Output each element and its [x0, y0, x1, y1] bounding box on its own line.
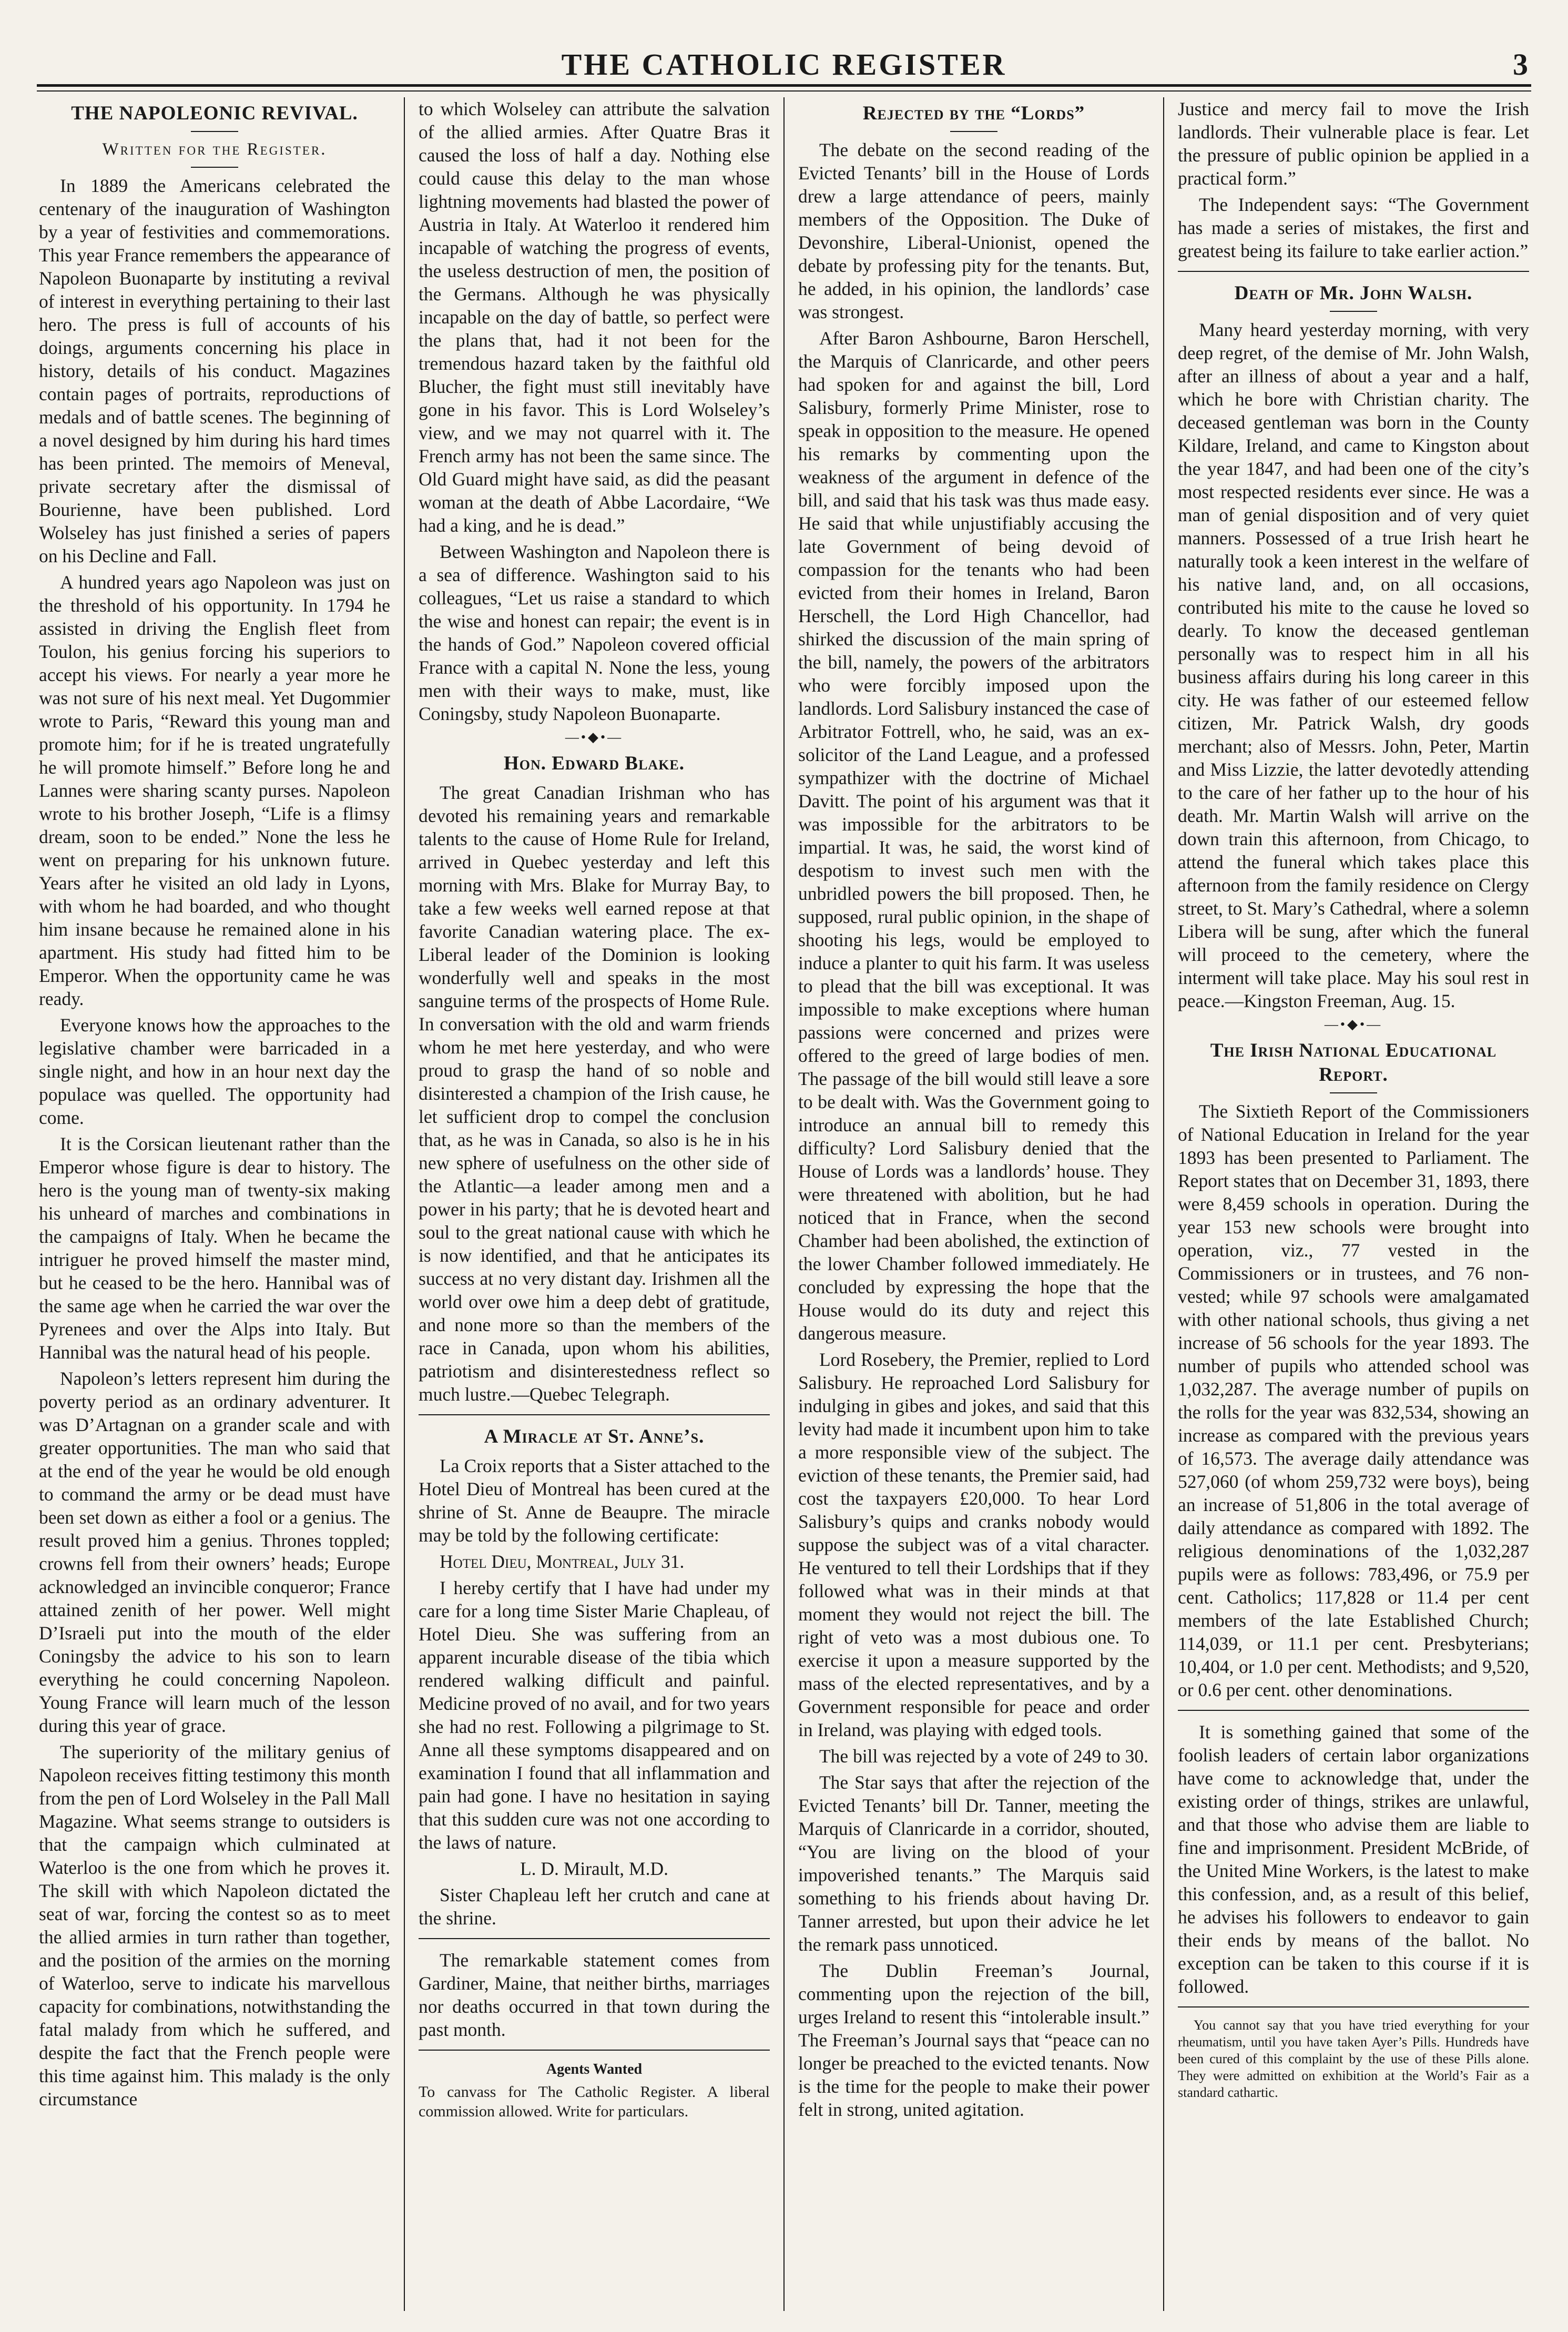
- column-1: [37, 97, 405, 2311]
- lords-paragraph: Lord Rosebery, the Premier, replied to Lord Salisbury. He reproached Lord Salisbury for indulging in gibes and jokes, and said that this levity had made it incumbent upon him to take a more responsible view of the subject. The eviction of these tenants, the Premier said, had cost the taxpayers £20,000. To hear Lord Salisbury’s quips and cranks nobody would suppose the subject was of a vital character. He ventured to tell their Lordships that if they followed what was in their minds at that moment they would not reject the bill. The right of veto was a most dubious one. To exercise it upon a measure supported by the mass of the elected representatives, and by a Government responsible for peace and order in Ireland, was playing with edged tools.: [798, 1349, 1149, 1740]
- miracle-title: A Miracle at St. Anne’s.: [484, 1426, 705, 1447]
- newspaper-title: THE CATHOLIC REGISTER: [561, 47, 1007, 82]
- miracle-dateline: Hotel Dieu, Montreal, July 31.: [440, 1551, 685, 1572]
- napoleonic-paragraph: Between Washington and Napoleon there is a sea of difference. Washington said to his colleagues, “Let us raise a standard to which the wise and honest can repair; the event is in the hands of God.” Napoleon covered official France with a capital N. None the less, young men with their ways to make, must, like Coningsby, study Napoleon Buonaparte.: [419, 541, 770, 724]
- byline-rule: [191, 167, 238, 168]
- napoleonic-paragraph: Everyone knows how the approaches to the legislative chamber were barricaded in a single night, and how in an hour next day the populace was quelled. The opportunity had come.: [39, 1015, 390, 1128]
- title-rule: [1330, 311, 1377, 312]
- napoleonic-title: THE NAPOLEONIC REVIVAL.: [71, 103, 358, 124]
- miracle-intro: La Croix reports that a Sister attached to the Hotel Dieu of Montreal has been cured at the shrine of St. Anne de Beaupre. The miracle may be told by the following certificate:: [419, 1455, 770, 1546]
- ornament-separator: —•◆•—: [565, 729, 624, 745]
- column-rule: [419, 1414, 770, 1415]
- masthead-rule: [37, 90, 1531, 92]
- lords-title: Rejected by the “Lords”: [862, 103, 1085, 124]
- column-3: [785, 97, 1164, 2311]
- gardiner-note: The remarkable statement comes from Gardiner, Maine, that neither births, marriages nor deaths occurred in that town during the past month.: [419, 1950, 770, 2040]
- education-title: The Irish National Educational Report.: [1210, 1040, 1497, 1086]
- ayer-advertisement: [1178, 2017, 1529, 2101]
- agents-title: Agents Wanted: [546, 2061, 643, 2077]
- walsh-title: Death of Mr. John Walsh.: [1234, 282, 1473, 304]
- lords-paragraph: The debate on the second reading of the Evicted Tenants’ bill in the House of Lords drew a large attendance of peers, mainly members of the Opposition. The Duke of Devonshire, Liberal-Unionist, opened the debate by professing pity for the tenants. But, he added, in his opinion, the landlords’ case was strongest.: [798, 139, 1149, 322]
- lords-paragraph: The Dublin Freeman’s Journal, commenting upon the rejection of the bill, urges Ireland to resent this “intolerable insult.” The Freeman’s Journal says that “peace can no longer be preached to the evicted tenants. Now is the time for the people to make their power felt in strong, united agitation.: [798, 1960, 1149, 2120]
- labor-paragraph: It is something gained that some of the foolish leaders of certain labor organizations have come to acknowledge that, under the existing order of things, strikes are unlawful, and that those who advise them are liable to fine and imprisonment. President McBride, of the United Mine Workers, is the latest to make this confession, and, as a result of this belief, he advises his followers to endeavor to gain their ends by means of the ballot. No exception can be taken to this course if it is followed.: [1178, 1721, 1529, 1997]
- lords-paragraph: The Star says that after the rejection of the Evicted Tenants’ bill Dr. Tanner, meeting the Marquis of Clanricarde in a corridor, shouted, “You are living on the blood of your impoverished tenants.” The Marquis said something to his friends about having Dr. Tanner arrested, but upon their advice he let the remark pass unnoticed.: [798, 1772, 1149, 1955]
- page-number: 3: [1513, 47, 1528, 82]
- column-4: [1164, 97, 1531, 2311]
- column-rule: [1178, 2006, 1529, 2007]
- miracle-closing: Sister Chapleau left her crutch and cane at the shrine.: [419, 1884, 770, 1929]
- lords-continued-paragraph: The Independent says: “The Government has made a series of mistakes, the first and greatest being its failure to take earlier action.”: [1178, 194, 1529, 261]
- napoleonic-continued: to which Wolseley can attribute the salvation of the allied armies. After Quatre Bras it caused the loss of half a day. Nothing else could cause this delay to the man whose lightning movements had blasted the power of Austria in Italy. At Waterloo it rendered him incapable of watching the progress of events, the useless destruction of men, the position of the Germans. Although he was physically incapable on the day of battle, so perfect were the plans that, had it not been for the tremendous hazard taken by the faithful old Blucher, the fight must still inevitably have gone in his favor. This is Lord Wolseley’s view, and we may not quarrel with it. The French army has not been the same since. The Old Guard might have said, as did the peasant woman at the death of Abbe Lacordaire, “We had a king, and he is dead.”: [419, 98, 770, 536]
- title-rule: [191, 131, 238, 132]
- napoleonic-paragraph: A hundred years ago Napoleon was just on the threshold of his opportunity. In 1794 he assisted in driving the English fleet from Toulon, his genius forcing his superiors to accept his views. For nearly a year more he was not sure of his next meal. Yet Dugommier wrote to Paris, “Reward this young man and promote him; for if he is treated ungratefully he will promote himself.” Before long he and Lannes were sharing scanty purses. Napoleon wrote to his brother Joseph, “Life is a flimsy dream, soon to be ended.” None the less he went on preparing for his unknown future. Years after he visited an old lady in Lyons, with whom he had boarded, and who thought him insane because he remained alone in his apartment. His study had fitted him to be Emperor. When the opportunity came he was ready.: [39, 572, 390, 1009]
- napoleonic-paragraph: Napoleon’s letters represent him during the poverty period as an ordinary adventurer. It was D’Artagnan on a grander scale and with greater opportunities. The man who said that at the end of the year he would be old enough to command the army or be dead must have been set down as either a fool or a genius. The result proved him a genius. Thrones toppled; crowns fell from their owners’ heads; Europe acknowledged an invincible conqueror; France attained zenith of her power. Well might D’Israeli put into the mouth of the elder Coningsby the advice to his son to learn everything he could concerning Napoleon. Young France will learn much of the lesson during this year of grace.: [39, 1368, 390, 1736]
- miracle-certificate: I hereby certify that I have had under my care for a long time Sister Marie Chapleau, of Hotel Dieu. She was suffering from an apparent incurable disease of the tibia which rendered walking difficult and painful. Medicine proved of no avail, and for two years she had no rest. Following a pilgrimage to St. Anne all these symptoms disappeared and on examination I found that all inflammation and pain had gone. I have no hesitation in saying that this sudden cure was not one according to the laws of nature.: [419, 1577, 770, 1853]
- title-rule: [950, 131, 997, 132]
- napoleonic-byline: Written for the Register.: [102, 140, 327, 159]
- education-paragraph: The Sixtieth Report of the Commissioners of National Education in Ireland for the year 1893 has been presented to Parliament. The Report states that on December 31, 1893, there were 8,459 schools in operation. During the year 153 new schools were brought into operation, viz., 77 vested in the Commissioners or in trustees, and 76 non-vested; while 97 schools were amalgamated with other national schools, thus giving a net increase of 56 schools for the year 1893. The number of pupils who attended school was 1,032,287. The average number of pupils on the rolls for the year was 832,534, showing an increase as compared with the previous years of 16,573. The average daily attendance was 527,060 (of whom 259,732 were boys), being an increase of 51,806 in the total average of daily attendance as compared with 1892. The religious denominations of the 1,032,287 pupils were as follows: 783,496, or 75.9 per cent. Catholics; 117,828 or 11.4 per cent members of the late Established Church; 114,039, or 11.1 per cent. Presbyterians; 10,404, or 1.0 per cent. Methodists; and 9,520, or 0.6 per cent. other denominations.: [1178, 1101, 1529, 1700]
- column-2: [405, 97, 785, 2311]
- columns: [37, 97, 1531, 2311]
- lords-paragraph: After Baron Ashbourne, Baron Herschell, the Marquis of Clanricarde, and other peers had spoken for and against the bill, Lord Salisbury, formerly Prime Minister, rose to speak in opposition to the measure. He opened his remarks by commenting upon the weakness of the argument in defence of the bill, and said that his task was thus made easy. He said that while unjustifiably accusing the late Government of being devoid of compassion for the tenants who had been evicted from their homes in Ireland, Baron Herschell, the Lord High Chancellor, had shirked the discussion of the main spring of the bill, namely, the powers of the arbitrators who were forcibly imposed upon the landlords. Lord Salisbury instanced the case of Arbitrator Fottrell, who, he said, was an ex-solicitor of the Land League, and a professed sympathizer with the doctrine of Michael Davitt. The point of his argument was that it was impossible for the arbitrators to be impartial. It was, he said, the worst kind of despotism to invest such men with the unbridled powers the bill proposed. Then, he supposed, rural public opinion, in the shape of shooting his legs, would be employed to induce a planter to quit his farm. It was useless to plead that the bill was exceptional. It was impossible to make exceptions where human passions were concerned and prizes were offered to the greed of large bodies of men. The passage of the bill would still leave a sore to be dealt with. Was the Government going to introduce an annual bill to remedy this difficulty? Lord Salisbury denied that the House of Lords was a landlords’ house. They were threatened with abolition, but he had noticed that in France, when the second Chamber had been abolished, the extinction of the lower Chamber followed immediately. He concluded by expressing the hope that the House would do its duty and reject this dangerous measure.: [798, 328, 1149, 1344]
- agents-text: To canvass for The Catholic Register. A liberal commission allowed. Write for particulars.: [419, 2083, 770, 2120]
- napoleonic-paragraph: In 1889 the Americans celebrated the centenary of the inauguration of Washington by a year of festivities and commemorations. This year France remembers the appearance of Napoleon Buonaparte by instituting a revival of interest in everything pertaining to their last hero. The press is full of accounts of his doings, arguments concerning his place in history, details of his conduct. Magazines contain pages of portraits, reproductions of medals and of battle scenes. The beginning of a novel designed by him during his hard times has been printed. The memoirs of Meneval, private secretary after the dismissal of Bourienne, have been published. Lord Wolseley has just finished a series of papers on his Decline and Fall.: [39, 175, 390, 566]
- column-rule: [1178, 271, 1529, 272]
- ayer-text: You cannot say that you have tried everything for your rheumatism, until you have taken Ayer’s Pills. Hundreds have been cured of this complaint by the use of these Pills alone. They were admitted on exhibition at the World’s Fair as a standard cathartic.: [1178, 2017, 1529, 2100]
- column-rule: [1178, 1710, 1529, 1711]
- napoleonic-paragraph: The superiority of the military genius of Napoleon receives fitting testimony this month from the pen of Lord Wolseley in the Pall Mall Magazine. What seems strange to outsiders is that the campaign which culminated at Waterloo is the one from which he proves it. The skill with which Napoleon dictated the seat of war, forcing the contest so as to meet the allied armies in turn rather than together, and the position of the armies on the morning of Waterloo, serve to indicate his marvellous capacity for combinations, notwithstanding the fatal malady from which he suffered, and despite the fact that the French people were this time against him. This malady is the only circumstance: [39, 1741, 390, 2110]
- lords-continued: Justice and mercy fail to move the Irish landlords. Their vulnerable place is fear. Let the pressure of public opinion be applied in a practical form.”: [1178, 98, 1529, 189]
- walsh-paragraph: Many heard yesterday morning, with very deep regret, of the demise of Mr. John Walsh, after an illness of about a year and a half, which he bore with Christian charity. The deceased gentleman was born in the County Kildare, Ireland, and came to Kingston about the year 1847, and had been one of the city’s most respected residents ever since. He was a man of genial disposition and of very quiet manners. Possessed of a true Irish heart he naturally took a keen interest in the welfare of his native land, and, on all occasions, contributed his mite to the cause he loved so dearly. To know the deceased gentleman personally was to respect him in all his business affairs during his long career in this city. He was father of our esteemed fellow citizen, Mr. Patrick Walsh, dry goods merchant; also of Messrs. John, Peter, Martin and Miss Lizzie, the latter devotedly attending to the care of her father up to the hour of his death. Mr. Martin Walsh will arrive on the down train this afternoon, from Chicago, to attend the funeral which takes place this afternoon from the family residence on Clergy street, to St. Mary’s Cathedral, where a solemn Libera will be sung, after which the funeral will proceed to the cemetery, where the interment will take place. May his soul rest in peace.—Kingston Freeman, Aug. 15.: [1178, 319, 1529, 1011]
- napoleonic-paragraph: It is the Corsican lieutenant rather than the Emperor whose figure is dear to history. The hero is the young man of twenty-six making his unheard of marches and combinations in the campaigns of Italy. When he became the intriguer he proved himself the master mind, but he ceased to be the hero. Hannibal was of the same age when he carried the war over the Pyrenees and over the Alps into Italy. But Hannibal was the natural head of his people.: [39, 1133, 390, 1363]
- column-rule: [419, 1938, 770, 1939]
- masthead: [37, 47, 1531, 87]
- title-rule: [1330, 1092, 1377, 1093]
- blake-paragraph: The great Canadian Irishman who has devoted his remaining years and remarkable talents to the cause of Home Rule for Ireland, arrived in Quebec yesterday and left this morning with Mrs. Blake for Murray Bay, to take a few weeks well earned repose at that favorite Canadian watering place. The ex-Liberal leader of the Dominion is looking wonderfully well and speaks in the most sanguine terms of the prospects of Home Rule. In conversation with the old and warm friends whom he met here yesterday, and who were proud to grasp the hand of so noble and disinterested a champion of the Irish cause, he let sufficient drop to compel the conclusion that, as he was in Canada, so also is he in his new sphere of usefulness on the other side of the Atlantic—a leader among men and a power in his party; that he is devoted heart and soul to the great national cause with which he is now identified, and that he anticipates its success at no very distant day. Irishmen all the world over owe him a deep debt of gratitude, and none more so than the members of the race in Canada, upon whom his abilities, patriotism and disinterestedness reflect so much lustre.—Quebec Telegraph.: [419, 782, 770, 1405]
- ornament-separator: —•◆•—: [1324, 1017, 1383, 1032]
- miracle-signature: L. D. Mirault, M.D.: [520, 1858, 668, 1879]
- blake-title: Hon. Edward Blake.: [503, 753, 685, 774]
- column-rule: [419, 2050, 770, 2051]
- lords-paragraph: The bill was rejected by a vote of 249 to 30.: [819, 1746, 1148, 1767]
